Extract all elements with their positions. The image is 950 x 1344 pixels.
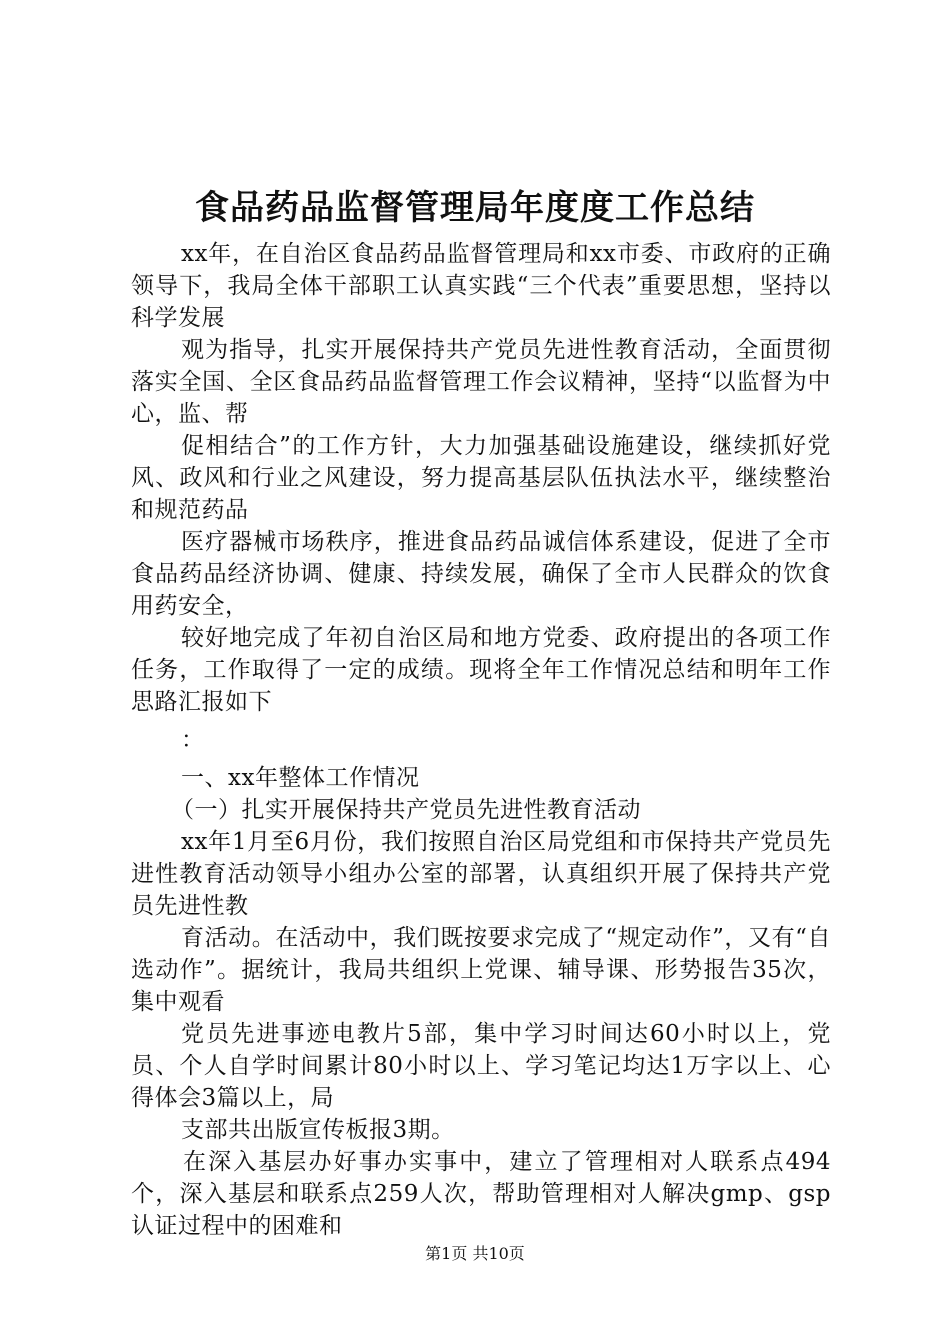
paragraph: 观为指导，扎实开展保持共产党员先进性教育活动，全面贯彻落实全国、全区食品药品监督管理工作会议精神，坚持“以监督为中心，监、帮 <box>131 337 831 427</box>
document-title: 食品药品监督管理局年度度工作总结 <box>195 188 755 228</box>
paragraph: 促相结合”的工作方针，大力加强基础设施建设，继续抓好党风、政风和行业之风建设，努力提高基层队伍执法水平，继续整治和规范药品 <box>131 433 831 523</box>
paragraph: 支部共出版宣传板报3期。 <box>181 1117 455 1143</box>
subsection-heading: （一）扎实开展保持共产党员先进性教育活动 <box>171 797 641 823</box>
document-body <box>131 238 831 1242</box>
paragraph: 医疗器械市场秩序，推进食品药品诚信体系建设，促进了全市食品药品经济协调、健康、持续发展，确保了全市人民群众的饮食用药安全， <box>131 529 831 619</box>
page-number-footer: 第1页 共10页 <box>425 1244 525 1263</box>
paragraph: 较好地完成了年初自治区局和地方党委、政府提出的各项工作任务，工作取得了一定的成绩。现将全年工作情况总结和明年工作思路汇报如下 <box>131 625 831 715</box>
paragraph: 党员先进事迹电教片5部，集中学习时间达60小时以上，党员、个人自学时间累计80小时以上、学习笔记均达1万字以上、心得体会3篇以上，局 <box>131 1021 831 1111</box>
paragraph-colon: ： <box>181 727 205 753</box>
paragraph: 在深入基层办好事办实事中，建立了管理相对人联系点494个，深入基层和联系点259人次，帮助管理相对人解决gmp、gsp认证过程中的困难和 <box>131 1149 831 1239</box>
paragraph: xx年，在自治区食品药品监督管理局和xx市委、市政府的正确领导下，我局全体干部职工认真实践“三个代表”重要思想，坚持以科学发展 <box>131 241 831 331</box>
section-heading: 一、xx年整体工作情况 <box>181 765 420 791</box>
paragraph: xx年1月至6月份，我们按照自治区局党组和市保持共产党员先进性教育活动领导小组办公室的部署，认真组织开展了保持共产党员先进性教 <box>131 829 831 919</box>
paragraph: 育活动。在活动中，我们既按要求完成了“规定动作”，又有“自选动作”。据统计，我局共组织上党课、辅导课、形势报告35次，集中观看 <box>131 925 831 1015</box>
